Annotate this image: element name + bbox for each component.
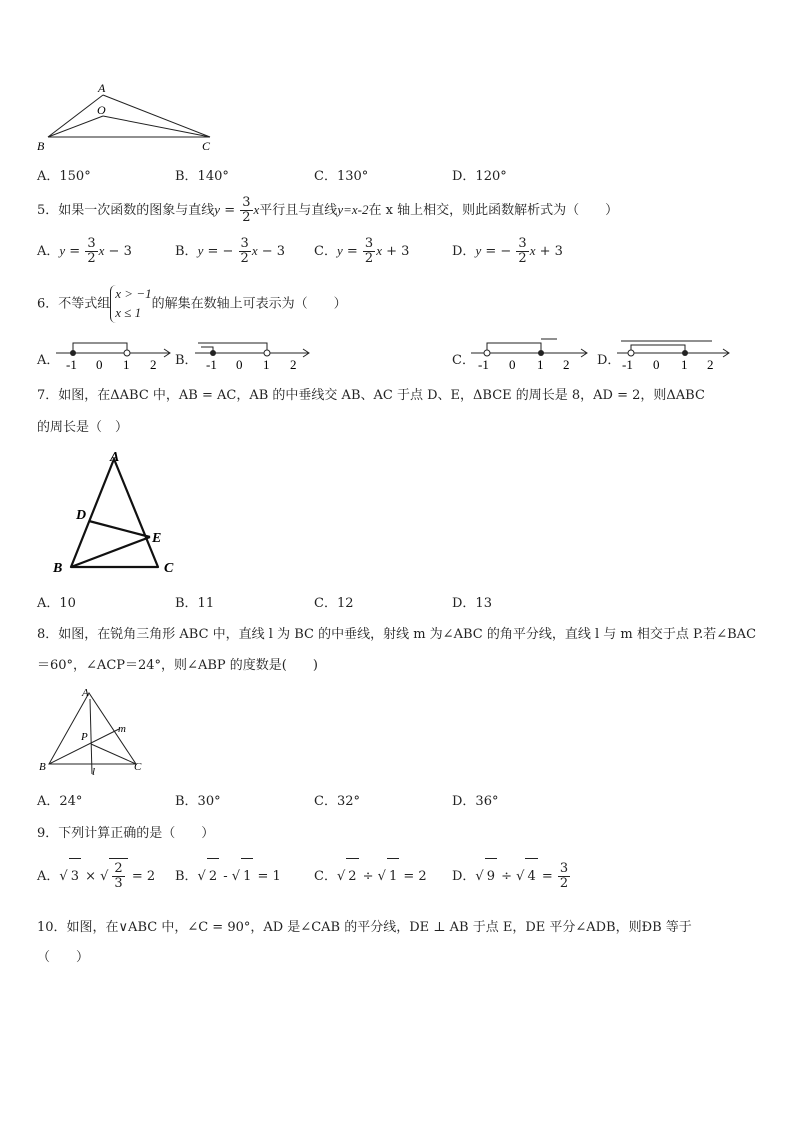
q6-c-tick-1: 1: [537, 357, 544, 372]
q6-inequality-system: x > −1 x ≤ 1: [110, 285, 151, 323]
q4-option-a[interactable]: A．150°: [37, 169, 91, 184]
q6-d-tick-2: 2: [707, 357, 714, 372]
q8-stem-line1: 8．如图，在锐角三角形 ABC 中，直线 l 为 BC 的中垂线，射线 m 为∠ABC 的角平分线，直线 l 与 m 相交于点 P.若∠BAC: [37, 627, 757, 642]
q4-label-o: O: [97, 103, 106, 117]
q8-label-p: P: [81, 731, 88, 743]
q6-a-tick-2: 2: [150, 357, 157, 372]
q5-option-b[interactable]: B．y = − $\frac{3}{2}$ x − 3: [175, 236, 286, 266]
q7-label-e: E: [152, 531, 162, 546]
q6-stem-prefix: 6．不等式组: [37, 296, 111, 312]
q8-label-b: B: [39, 761, 46, 773]
q6-option-b-numberline[interactable]: [195, 338, 313, 372]
q4-triangle-figure: [34, 80, 224, 152]
q6-d-tick-0: 0: [653, 357, 660, 372]
q7-label-b: B: [53, 561, 63, 576]
q9-option-c[interactable]: C．√ 2 ÷ √ 1 = 2: [314, 858, 427, 895]
q6-option-a-numberline[interactable]: [56, 338, 174, 372]
q9-option-b[interactable]: B．√ 2 - √ 1 = 1: [175, 858, 281, 895]
q6-stem: [37, 285, 347, 323]
q6-a-tick-neg1: -1: [66, 357, 77, 372]
q5-stem-suffix: 在 x 轴上相交，则此函数解析式为（ ）: [368, 203, 619, 218]
q9-option-a[interactable]: A．√ 3 × √ $\frac{2}{3}$ = 2: [37, 858, 155, 895]
q5-stem: 5．如果一次函数的图象与直线y = $\frac{3}{2}$ x平行且与直线y=x-2在 x 轴上相交，则此函数解析式为（ ）: [37, 195, 619, 225]
q6-d-tick-neg1: -1: [622, 357, 633, 372]
q6-option-c-numberline[interactable]: [471, 336, 591, 372]
q8-stem-line2: ＝60°，∠ACP＝24°，则∠ABP 的度数是( ): [37, 658, 318, 673]
q6-d-tick-1: 1: [681, 357, 688, 372]
q8-label-a: A: [82, 687, 89, 699]
q7-option-b[interactable]: B．11: [175, 596, 215, 611]
q8-label-c: C: [134, 761, 142, 773]
q4-label-b: B: [37, 139, 45, 152]
q5-stem-prefix: 5．如果一次函数的图象与直线: [37, 203, 215, 218]
q5-option-c[interactable]: C．y = $\frac{3}{2}$ x + 3: [314, 236, 410, 266]
q5-stem-mid: 平行且与直线: [259, 203, 338, 218]
q6-option-a-letter[interactable]: A．: [37, 353, 60, 368]
q6-c-tick-0: 0: [509, 357, 516, 372]
q6-option-c-letter[interactable]: C．: [452, 353, 475, 368]
q5-line2: y=x-2: [337, 202, 369, 217]
q10-stem-line1: 10．如图，在∨ABC 中，∠C = 90°，AD 是∠CAB 的平分线，DE ⊥ AB 于点 E，DE 平分∠ADB，则ÐB 等于: [37, 920, 692, 935]
q7-stem-line1: 7．如图，在ΔABC 中，AB = AC，AB 的中垂线交 AB、AC 于点 D、E，ΔBCE 的周长是 8，AD = 2，则ΔABC: [37, 388, 705, 403]
q8-option-b[interactable]: B．30°: [175, 794, 221, 809]
q4-label-c: C: [202, 139, 211, 152]
q4-label-a: A: [98, 81, 106, 95]
q6-option-b-letter[interactable]: B．: [175, 353, 198, 368]
q6-option-d-numberline[interactable]: [617, 336, 733, 372]
q7-stem-line2: 的周长是（ ）: [37, 420, 129, 435]
q6-c-tick-2: 2: [563, 357, 570, 372]
q7-label-a: A: [110, 450, 120, 465]
q7-option-a[interactable]: A．10: [37, 596, 76, 611]
q10-stem-line2: （ ）: [37, 950, 90, 965]
q8-triangle-figure: [34, 684, 154, 780]
q6-b-tick-neg1: -1: [206, 357, 217, 372]
q9-option-d[interactable]: D．√ 9 ÷ √ 4 = $\frac{3}{2}$: [452, 858, 571, 895]
q6-option-d-letter[interactable]: D．: [597, 353, 621, 368]
q4-option-b[interactable]: B．140°: [175, 169, 229, 184]
q6-stem-suffix: 的解集在数轴上可表示为（ ）: [151, 296, 347, 312]
q6-b-tick-1: 1: [263, 357, 270, 372]
q4-option-c[interactable]: C．130°: [314, 169, 369, 184]
q5-option-d[interactable]: D．y = − $\frac{3}{2}$ x + 3: [452, 236, 563, 266]
q9-stem: 9．下列计算正确的是（ ）: [37, 826, 215, 841]
q8-option-c[interactable]: C．32°: [314, 794, 360, 809]
q6-b-tick-2: 2: [290, 357, 297, 372]
q8-option-d[interactable]: D．36°: [452, 794, 499, 809]
q8-label-m: m: [118, 723, 126, 735]
q7-triangle-figure: [48, 445, 188, 580]
q8-label-l: l: [92, 766, 96, 778]
q6-c-tick-neg1: -1: [478, 357, 489, 372]
q8-option-a[interactable]: A．24°: [37, 794, 83, 809]
q7-option-d[interactable]: D．13: [452, 596, 492, 611]
q7-option-c[interactable]: C．12: [314, 596, 354, 611]
q7-label-c: C: [164, 561, 174, 576]
q6-a-tick-1: 1: [123, 357, 130, 372]
q7-label-d: D: [76, 508, 87, 523]
q4-option-d[interactable]: D．120°: [452, 169, 507, 184]
q6-a-tick-0: 0: [96, 357, 103, 372]
q5-option-a[interactable]: A．y = $\frac{3}{2}$ x − 3: [37, 236, 132, 266]
q6-b-tick-0: 0: [236, 357, 243, 372]
